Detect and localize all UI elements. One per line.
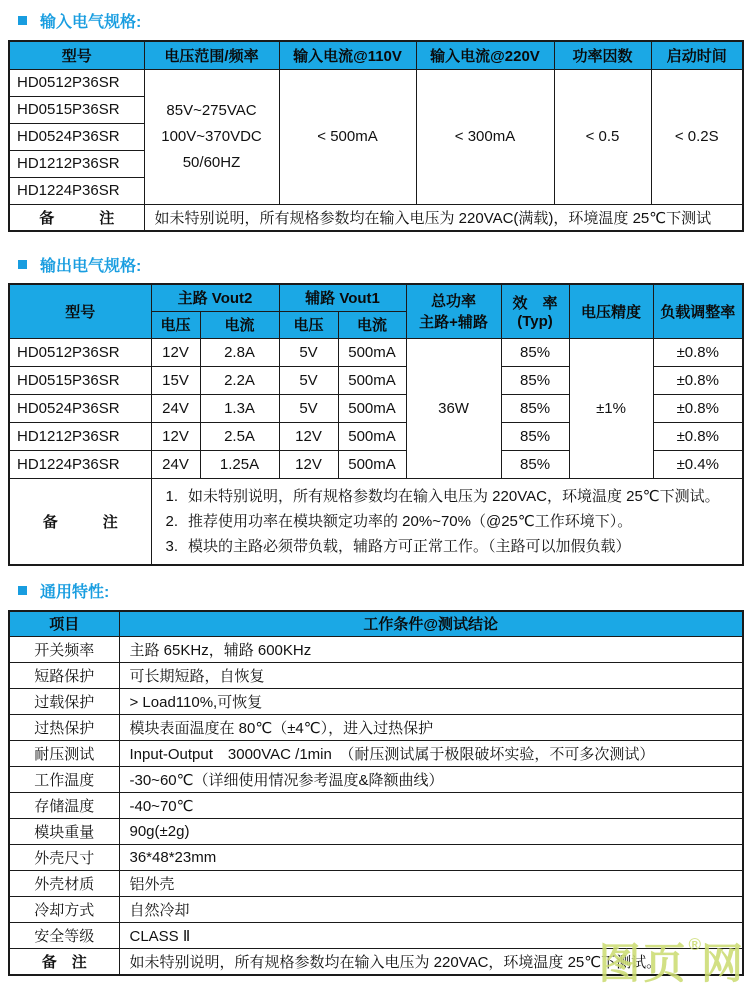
aux-current-cell: 500mA [338, 366, 406, 394]
main-voltage-cell: 24V [151, 394, 200, 422]
square-bullet-icon [18, 260, 27, 269]
col-header-main-output: 主路 Vout2 [151, 284, 279, 311]
main-voltage-cell: 15V [151, 366, 200, 394]
main-voltage-cell: 24V [151, 450, 200, 478]
col-header-current-110: 输入电流@110V [279, 41, 416, 69]
load-regulation-cell: ±0.8% [653, 422, 743, 450]
output-spec-table [8, 283, 744, 566]
model-cell: HD1212P36SR [9, 422, 151, 450]
efficiency-line1: 效 率 [512, 295, 558, 313]
main-current-cell: 2.2A [200, 366, 279, 394]
item-cell: 模块重量 [9, 819, 119, 845]
subcol-header-voltage: 电压 [151, 311, 200, 338]
section-title-output [8, 252, 742, 276]
main-current-cell: 1.25A [200, 450, 279, 478]
model-cell: HD0524P36SR [9, 123, 144, 150]
value-cell: -40~70℃ [119, 793, 743, 819]
voltage-range-line: 85V~275VAC [166, 101, 257, 119]
item-cell: 安全等级 [9, 923, 119, 949]
power-factor-cell: < 0.5 [554, 69, 651, 204]
table-row [9, 793, 743, 819]
table-header-row [9, 611, 743, 637]
note-label: 备 注 [9, 204, 144, 231]
table-row [9, 871, 743, 897]
item-cell: 外壳材质 [9, 871, 119, 897]
col-header-startup-time: 启动时间 [651, 41, 743, 69]
col-header-total-power [406, 284, 501, 338]
model-cell: HD0515P36SR [9, 366, 151, 394]
model-cell: HD0524P36SR [9, 394, 151, 422]
section-title-text: 通用特性: [40, 584, 110, 601]
aux-voltage-cell: 5V [279, 366, 338, 394]
value-cell: CLASS Ⅱ [119, 923, 743, 949]
note-number: 1. [165, 487, 179, 505]
note-row [9, 204, 743, 231]
load-regulation-cell: ±0.8% [653, 394, 743, 422]
total-power-cell: 36W [406, 338, 501, 478]
value-cell: 自然冷却 [119, 897, 743, 923]
note-item [152, 534, 743, 559]
efficiency-cell: 85% [501, 394, 569, 422]
main-current-cell: 2.5A [200, 422, 279, 450]
note-item [152, 509, 743, 534]
section-title-general [8, 579, 742, 603]
square-bullet-icon [18, 16, 27, 25]
current-220-cell: < 300mA [416, 69, 554, 204]
notes-cell [151, 478, 743, 565]
aux-voltage-cell: 12V [279, 422, 338, 450]
col-header-model: 型号 [9, 41, 144, 69]
subcol-header-current: 电流 [338, 311, 406, 338]
item-cell: 过热保护 [9, 715, 119, 741]
note-text: 如未特别说明，所有规格参数均在输入电压为 220VAC，环境温度 25℃下测试。 [119, 949, 743, 975]
col-header-model: 型号 [9, 284, 151, 338]
aux-current-cell: 500mA [338, 450, 406, 478]
aux-current-cell: 500mA [338, 394, 406, 422]
col-header-voltage-precision: 电压精度 [569, 284, 653, 338]
voltage-range-line: 100V~370VDC [161, 127, 262, 145]
value-cell: > Load110%,可恢复 [119, 689, 743, 715]
table-row [9, 897, 743, 923]
note-number: 2. [165, 512, 179, 530]
watermark-text-left: 图页 [598, 940, 689, 987]
model-cell: HD0512P36SR [9, 69, 144, 96]
model-cell: HD0515P36SR [9, 96, 144, 123]
aux-voltage-cell: 5V [279, 394, 338, 422]
col-header-current-220: 输入电流@220V [416, 41, 554, 69]
item-cell: 外壳尺寸 [9, 845, 119, 871]
col-header-efficiency [501, 284, 569, 338]
model-cell: HD1224P36SR [9, 177, 144, 204]
note-row [9, 478, 743, 565]
item-cell: 冷却方式 [9, 897, 119, 923]
col-header-voltage-range: 电压范围/频率 [144, 41, 279, 69]
startup-time-cell: < 0.2S [651, 69, 743, 204]
efficiency-cell: 85% [501, 338, 569, 366]
registered-trademark-icon: ® [688, 935, 701, 954]
voltage-range-cell [144, 69, 279, 204]
general-spec-table [8, 610, 744, 976]
value-cell: 可长期短路，自恢复 [119, 663, 743, 689]
total-power-line1: 总功率 [431, 293, 477, 311]
efficiency-line2: (Typ) [517, 313, 553, 331]
section-title-input [8, 8, 742, 32]
value-cell: 铝外壳 [119, 871, 743, 897]
input-spec-table [8, 40, 744, 232]
col-header-power-factor: 功率因数 [554, 41, 651, 69]
aux-current-cell: 500mA [338, 422, 406, 450]
table-row [9, 663, 743, 689]
total-power-line2: 主路+辅路 [419, 314, 488, 332]
main-current-cell: 1.3A [200, 394, 279, 422]
main-voltage-cell: 12V [151, 338, 200, 366]
load-regulation-cell: ±0.8% [653, 338, 743, 366]
note-text: 推荐使用功率在模块额定功率的 20%~70%（@25℃工作环境下）。 [188, 512, 633, 530]
value-cell: 36*48*23mm [119, 845, 743, 871]
aux-voltage-cell: 5V [279, 338, 338, 366]
section-title-text: 输出电气规格: [40, 257, 142, 275]
efficiency-cell: 85% [501, 450, 569, 478]
note-text: 如未特别说明，所有规格参数均在输入电压为 220VAC(满载)，环境温度 25℃下测试 [144, 204, 743, 231]
subcol-header-voltage: 电压 [279, 311, 338, 338]
aux-voltage-cell: 12V [279, 450, 338, 478]
item-cell: 过载保护 [9, 689, 119, 715]
current-110-cell: < 500mA [279, 69, 416, 204]
item-cell: 存储温度 [9, 793, 119, 819]
table-row [9, 338, 743, 366]
note-label: 备 注 [9, 949, 119, 975]
aux-current-cell: 500mA [338, 338, 406, 366]
value-cell: 90g(±2g) [119, 819, 743, 845]
model-cell: HD0512P36SR [9, 338, 151, 366]
item-cell: 短路保护 [9, 663, 119, 689]
note-text: 如未特别说明，所有规格参数均在输入电压为 220VAC，环境温度 25℃下测试。 [188, 487, 720, 505]
note-label: 备 注 [9, 478, 151, 565]
col-header-item: 项目 [9, 611, 119, 637]
section-title-text: 输入电气规格: [40, 13, 142, 31]
efficiency-cell: 85% [501, 422, 569, 450]
model-cell: HD1212P36SR [9, 150, 144, 177]
table-row [9, 715, 743, 741]
efficiency-cell: 85% [501, 366, 569, 394]
load-regulation-cell: ±0.4% [653, 450, 743, 478]
table-row [9, 767, 743, 793]
load-regulation-cell: ±0.8% [653, 366, 743, 394]
value-cell: Input-Output 3000VAC /1min （耐压测试属于极限破坏实验，不可多次测试） [119, 741, 743, 767]
col-header-condition: 工作条件@测试结论 [119, 611, 743, 637]
table-header-row [9, 41, 743, 69]
item-cell: 耐压测试 [9, 741, 119, 767]
watermark-logo [598, 936, 746, 985]
main-current-cell: 2.8A [200, 338, 279, 366]
note-text: 模块的主路必须带负载，辅路方可正常工作。（主路可以加假负载） [188, 537, 631, 555]
table-header-row [9, 284, 743, 311]
table-row [9, 69, 743, 96]
value-cell: 模块表面温度在 80℃（±4℃），进入过热保护 [119, 715, 743, 741]
value-cell: -30~60℃（详细使用情况参考温度&降额曲线） [119, 767, 743, 793]
table-row [9, 845, 743, 871]
table-row [9, 741, 743, 767]
table-row [9, 637, 743, 663]
value-cell: 主路 65KHz，辅路 600KHz [119, 637, 743, 663]
table-row [9, 689, 743, 715]
watermark-text-right: 网 [700, 940, 746, 987]
col-header-aux-output: 辅路 Vout1 [279, 284, 406, 311]
table-row [9, 819, 743, 845]
col-header-load-regulation: 负载调整率 [653, 284, 743, 338]
main-voltage-cell: 12V [151, 422, 200, 450]
note-number: 3. [165, 537, 179, 555]
voltage-precision-cell: ±1% [569, 338, 653, 478]
model-cell: HD1224P36SR [9, 450, 151, 478]
voltage-range-line: 50/60HZ [182, 153, 241, 171]
item-cell: 工作温度 [9, 767, 119, 793]
item-cell: 开关频率 [9, 637, 119, 663]
subcol-header-current: 电流 [200, 311, 279, 338]
square-bullet-icon [18, 586, 27, 595]
note-item [152, 484, 743, 509]
